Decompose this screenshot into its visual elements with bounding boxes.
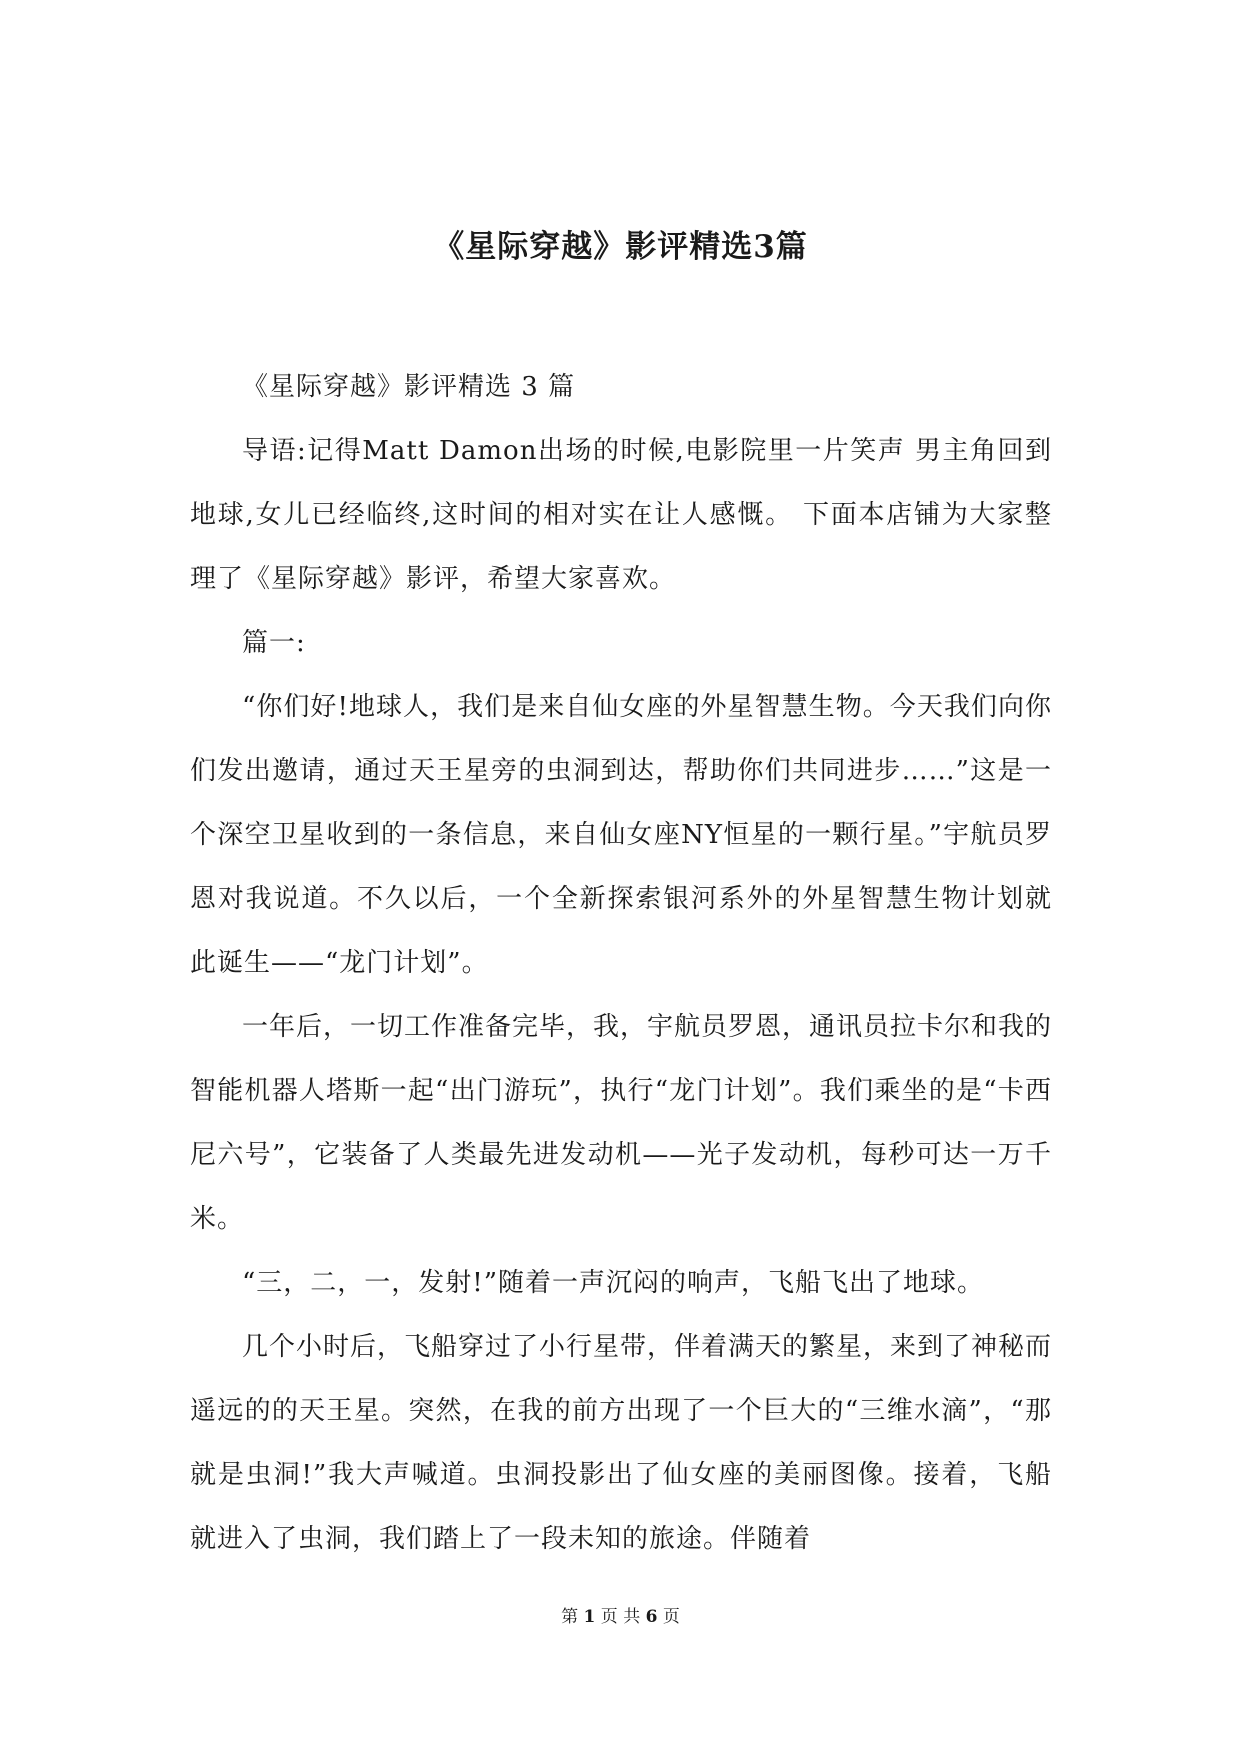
paragraph-subtitle: 《星际穿越》影评精选 3 篇 (242, 372, 576, 402)
paragraph-preparation: 一年后，一切工作准备完毕，我，宇航员罗恩，通讯员拉卡尔和我的智能机器人塔斯一起“出门游玩”，执行“龙门计划”。我们乘坐的是“卡西尼六号”，它装备了人类最先进发动机——光子发动机，每秒可达一万千米。 (190, 1012, 1053, 1234)
paragraph-section-heading: 篇一: (242, 628, 306, 658)
paragraph-wormhole: 几个小时后，飞船穿过了小行星带，伴着满天的繁星，来到了神秘而遥远的的天王星。突然，在我的前方出现了一个巨大的“三维水滴”，“那就是虫洞!”我大声喊道。虫洞投影出了仙女座的美丽图像。接着，飞船就进入了虫洞，我们踏上了一段未知的旅途。伴随着 (190, 1332, 1053, 1554)
footer-total-pages: 6 (645, 1607, 658, 1627)
page-footer (0, 1605, 1241, 1629)
paragraph-intro: 导语:记得Matt Damon出场的时候,电影院里一片笑声 男主角回到地球,女儿已经临终,这时间的相对实在让人感慨。 下面本店铺为大家整理了《星际穿越》影评，希望大家喜欢。 (190, 436, 1052, 594)
document-body (190, 355, 1052, 1571)
paragraph-launch: “三，二，一，发射!”随着一声沉闷的响声，飞船飞出了地球。 (242, 1268, 985, 1298)
paragraph-message: “你们好!地球人，我们是来自仙女座的外星智慧生物。今天我们向你们发出邀请，通过天王星旁的虫洞到达，帮助你们共同进步……”这是一个深空卫星收到的一条信息，来自仙女座NY恒星的一颗行星。”宇航员罗恩对我说道。不久以后，一个全新探索银河系外的外星智慧生物计划就此诞生——“龙门计划”。 (190, 692, 1052, 978)
footer-suffix: 页 (662, 1607, 680, 1627)
document-title: 《星际穿越》影评精选3篇 (433, 229, 808, 265)
footer-middle: 页 共 (600, 1607, 641, 1627)
footer-prefix: 第 (561, 1607, 579, 1627)
footer-page-number: 1 (583, 1607, 596, 1627)
